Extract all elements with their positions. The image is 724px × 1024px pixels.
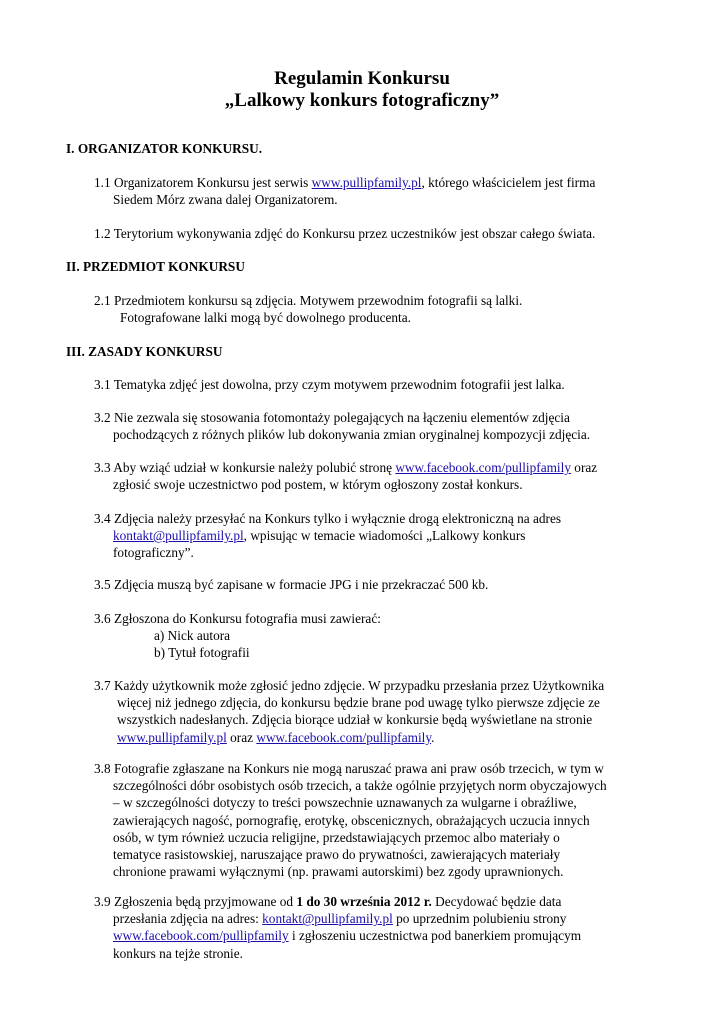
- paragraph-2-1: 2.1 Przedmiotem konkursu są zdjęcia. Motywem przewodnim fotografii są lalki. Fotografowane lalki mogą być dowolnego producenta.: [94, 293, 523, 326]
- title-line-2: „Lalkowy konkurs fotograficzny”: [224, 90, 500, 111]
- paragraph-1-1: 1.1 Organizatorem Konkursu jest serwis www.pullipfamily.pl, którego właścicielem jest firma Siedem Mórz zwana dalej Organizatorem.: [94, 175, 596, 208]
- paragraph-3-2: 3.2 Nie zezwala się stosowania fotomontaży polegających na łączeniu elementów zdjęcia pochodzących z różnych plików lub dokonywania zmian oryginalnej kompozycji zdjęcia.: [94, 410, 591, 443]
- title-line-1: Regulamin Konkursu: [274, 68, 450, 89]
- section-heading-subject: II. PRZEDMIOT KONKURSU: [66, 259, 245, 274]
- link-email-2[interactable]: kontakt@pullipfamily.pl: [262, 911, 393, 927]
- date-range: 1 do 30 września 2012 r.: [296, 894, 432, 909]
- link-facebook-3[interactable]: www.facebook.com/pullipfamily: [113, 928, 289, 944]
- section-heading-rules: III. ZASADY KONKURSU: [66, 344, 223, 359]
- link-email[interactable]: kontakt@pullipfamily.pl: [113, 528, 244, 544]
- paragraph-3-6: 3.6 Zgłoszona do Konkursu fotografia musi zawierać: a) Nick autora b) Tytuł fotografii: [94, 610, 674, 662]
- paragraph-3-7: 3.7 Każdy użytkownik może zgłosić jedno zdjęcie. W przypadku przesłania przez Użytkownika więcej niż jednego zdjęcia, do konkursu będzie brane pod uwagę tylko pierwsze zdjęcie ze wszystkich nadesłanych. Zdjęcia biorące udział w konkursie będą wyświetlane na stronie www.pullipfamily.pl oraz www.facebook.com/pullipfamily.: [94, 678, 605, 745]
- link-facebook-2[interactable]: www.facebook.com/pullipfamily: [256, 729, 432, 745]
- link-site-2[interactable]: www.pullipfamily.pl: [117, 729, 227, 745]
- list-item-title: b) Tytuł fotografii: [154, 645, 250, 661]
- paragraph-3-4: 3.4 Zdjęcia należy przesyłać na Konkurs tylko i wyłącznie drogą elektroniczną na adres kontakt@pullipfamily.pl, wpisując w temacie wiadomości „Lalkowy konkurs fotograficzny”.: [94, 511, 562, 561]
- section-heading-organizer: I. ORGANIZATOR KONKURSU.: [66, 141, 263, 156]
- list-item-nick: a) Nick autora: [154, 628, 231, 644]
- paragraph-3-9: 3.9 Zgłoszenia będą przyjmowane od 1 do 30 września 2012 r. Decydować będzie data przesłania zdjęcia na adres: kontakt@pullipfamily.pl po uprzednim polubieniu strony www.facebook.com/pullipfamily i zgłoszeniu uczestnictwa pod banerkiem promującym konkurs na tejże stronie.: [94, 894, 582, 961]
- paragraph-3-8: 3.8 Fotografie zgłaszane na Konkurs nie mogą naruszać prawa ani praw osób trzecich, w tym w szczególności dóbr osobistych osób trzecich, a także ogólnie przyjętych norm obyczajowych – w szczególności dotyczy to treści powszechnie uznawanych za wulgarne i obraźliwe, zawierających nagość, pornografię, erotykę, obscenicznych, obrażających uczucia innych osób, w tym również uczucia religijne, przedstawiających przemoc albo materiały o tematyce rasistowskiej, naruszające prawo do prywatności, zawierających materiały chronione prawami wyłącznymi (np. prawami autorskimi) bez zgody uprawnionych.: [94, 761, 607, 880]
- link-site[interactable]: www.pullipfamily.pl: [311, 175, 422, 190]
- document-title: [0, 68, 724, 112]
- paragraph-3-5: 3.5 Zdjęcia muszą być zapisane w formacie JPG i nie przekraczać 500 kb.: [94, 577, 489, 592]
- paragraph-3-3: 3.3 Aby wziąć udział w konkursie należy polubić stronę www.facebook.com/pullipfamily oraz zgłosić swoje uczestnictwo pod postem, w którym ogłoszony został konkurs.: [94, 460, 598, 493]
- paragraph-1-2: 1.2 Terytorium wykonywania zdjęć do Konkursu przez uczestników jest obszar całego świata.: [94, 226, 596, 241]
- paragraph-3-1: 3.1 Tematyka zdjęć jest dowolna, przy czym motywem przewodnim fotografii jest lalka.: [94, 377, 565, 392]
- link-facebook[interactable]: www.facebook.com/pullipfamily: [395, 460, 571, 475]
